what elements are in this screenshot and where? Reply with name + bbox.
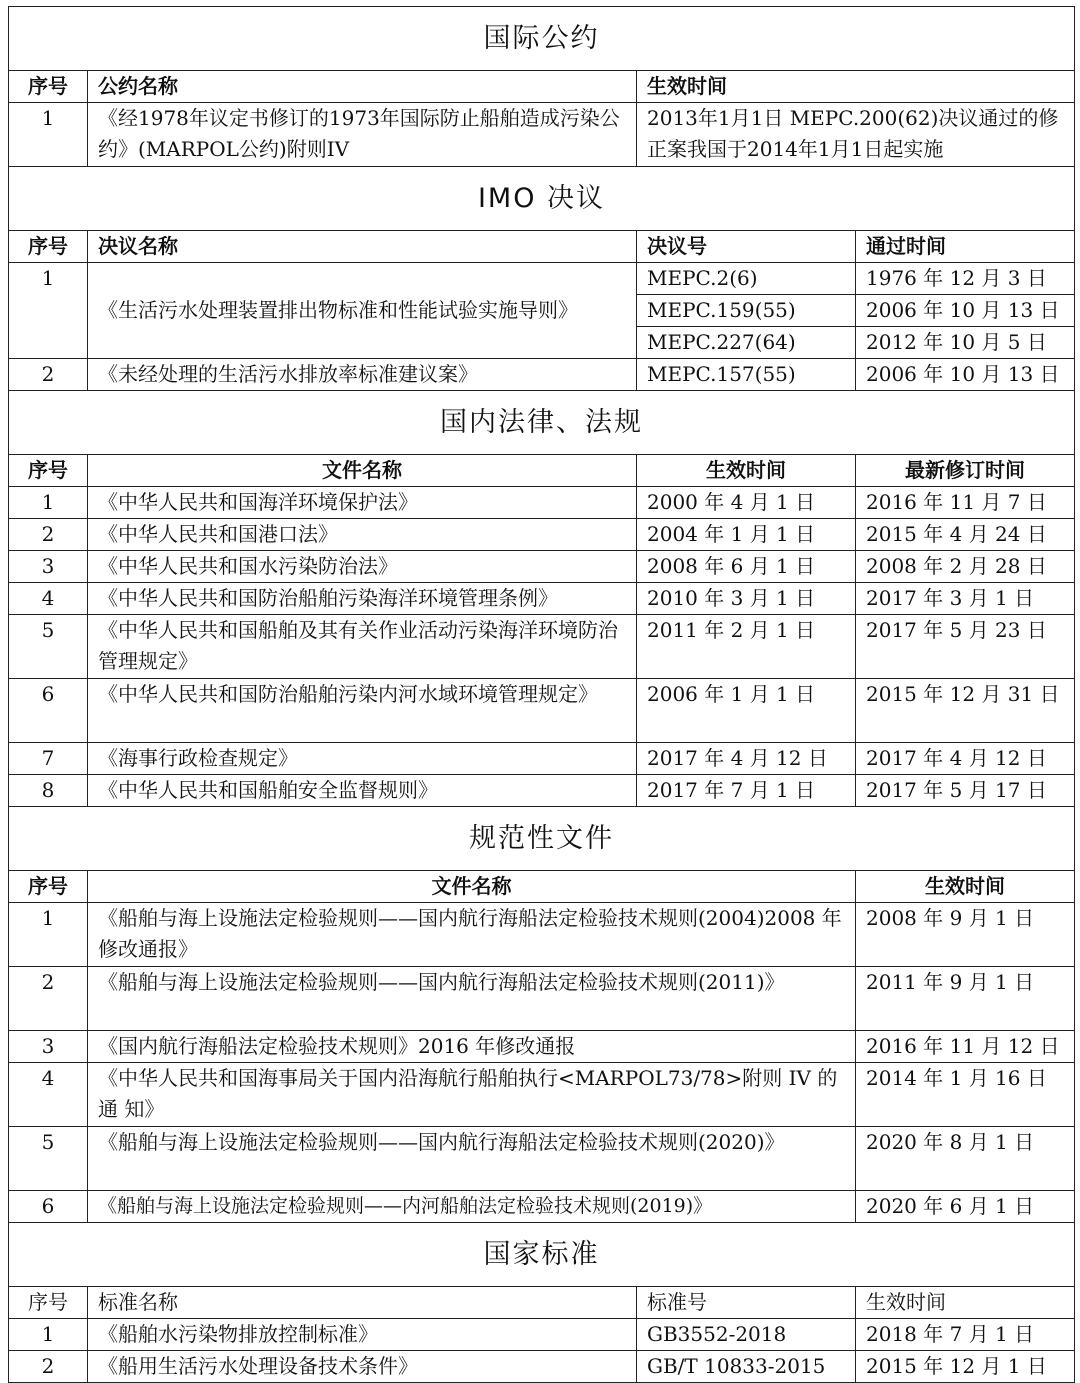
table-row xyxy=(9,1191,1075,1223)
adopted-date: 1976 年 12 月 3 日 xyxy=(856,263,1075,295)
row-number: 2 xyxy=(9,359,88,391)
section-title: 国际公约 xyxy=(9,7,1075,71)
document-name: 《中华人民共和国海洋环境保护法》 xyxy=(88,487,637,519)
document-name: 《经1978年议定书修订的1973年国际防止船舶造成污染公约》(MARPOL公约)附则IV xyxy=(88,103,637,167)
effective-date: 2011 年 9 月 1 日 xyxy=(856,967,1075,1031)
column-header-name: 公约名称 xyxy=(88,71,637,103)
effective-date: 2017 年 4 月 12 日 xyxy=(637,743,856,775)
section-header-normative xyxy=(9,807,1075,871)
column-header-no: 序号 xyxy=(9,231,88,263)
adopted-date: 2006 年 10 月 13 日 xyxy=(856,295,1075,327)
document-name: 《中华人民共和国海事局关于国内沿海航行船舶执行<MARPOL73/78>附则 IV 的通 知》 xyxy=(88,1063,856,1127)
column-header-no: 序号 xyxy=(9,871,88,903)
resolution-number: MEPC.159(55) xyxy=(637,295,856,327)
row-number: 5 xyxy=(9,1127,88,1191)
table-row xyxy=(9,519,1075,551)
effective-date: 2006 年 1 月 1 日 xyxy=(637,679,856,743)
section-title: IMO 决议 xyxy=(9,167,1075,231)
table-row xyxy=(9,1031,1075,1063)
table-row xyxy=(9,903,1075,967)
effective-date: 2014 年 1 月 16 日 xyxy=(856,1063,1075,1127)
table-row xyxy=(9,551,1075,583)
column-header-name: 标准名称 xyxy=(88,1287,637,1319)
section-header-imo xyxy=(9,167,1075,231)
table-row xyxy=(9,775,1075,807)
standard-number: GB3552-2018 xyxy=(637,1319,856,1351)
document-name: 《中华人民共和国船舶及其有关作业活动污染海洋环境防治管理规定》 xyxy=(88,615,637,679)
row-number: 6 xyxy=(9,1191,88,1223)
column-header-standard: 标准号 xyxy=(637,1287,856,1319)
column-header-effective: 生效时间 xyxy=(637,455,856,487)
table-header-row xyxy=(9,71,1075,103)
row-number: 1 xyxy=(9,487,88,519)
document-name: 《国内航行海船法定检验技术规则》2016 年修改通报 xyxy=(88,1031,856,1063)
row-number: 2 xyxy=(9,519,88,551)
resolution-number: MEPC.157(55) xyxy=(637,359,856,391)
revised-date: 2017 年 3 月 1 日 xyxy=(856,583,1075,615)
effective-date: 2010 年 3 月 1 日 xyxy=(637,583,856,615)
row-number: 3 xyxy=(9,1031,88,1063)
effective-date: 2018 年 7 月 1 日 xyxy=(856,1319,1075,1351)
table-row xyxy=(9,1063,1075,1127)
table-header-row xyxy=(9,871,1075,903)
row-number: 6 xyxy=(9,679,88,743)
table-row xyxy=(9,583,1075,615)
row-number: 2 xyxy=(9,967,88,1031)
document-name: 《生活污水处理装置排出物标准和性能试验实施导则》 xyxy=(88,263,637,359)
document-name: 《中华人民共和国水污染防治法》 xyxy=(88,551,637,583)
table-header-row xyxy=(9,455,1075,487)
effective-date: 2008 年 6 月 1 日 xyxy=(637,551,856,583)
table-row xyxy=(9,359,1075,391)
document-name: 《中华人民共和国船舶安全监督规则》 xyxy=(88,775,637,807)
document-name: 《中华人民共和国港口法》 xyxy=(88,519,637,551)
effective-date: 2011 年 2 月 1 日 xyxy=(637,615,856,679)
column-header-no: 序号 xyxy=(9,455,88,487)
section-title: 国家标准 xyxy=(9,1223,1075,1287)
effective-date: 2000 年 4 月 1 日 xyxy=(637,487,856,519)
adopted-date: 2012 年 10 月 5 日 xyxy=(856,327,1075,359)
row-number: 1 xyxy=(9,263,88,359)
row-number: 3 xyxy=(9,551,88,583)
section-header-standards xyxy=(9,1223,1075,1287)
row-number: 4 xyxy=(9,583,88,615)
column-header-name: 决议名称 xyxy=(88,231,637,263)
column-header-effective: 生效时间 xyxy=(637,71,1075,103)
column-header-no: 序号 xyxy=(9,1287,88,1319)
table-row xyxy=(9,103,1075,167)
effective-date: 2013年1月1日 MEPC.200(62)决议通过的修正案我国于2014年1月1日起实施 xyxy=(637,103,1075,167)
document-name: 《中华人民共和国防治船舶污染海洋环境管理条例》 xyxy=(88,583,637,615)
effective-date: 2020 年 8 月 1 日 xyxy=(856,1127,1075,1191)
document-name: 《船舶与海上设施法定检验规则——国内航行海船法定检验技术规则(2004)2008 年修改通报》 xyxy=(88,903,856,967)
revised-date: 2015 年 4 月 24 日 xyxy=(856,519,1075,551)
regulations-table xyxy=(8,6,1075,1383)
column-header-effective: 生效时间 xyxy=(856,871,1075,903)
standard-number: GB/T 10833-2015 xyxy=(637,1351,856,1383)
row-number: 1 xyxy=(9,903,88,967)
column-header-name: 文件名称 xyxy=(88,455,637,487)
adopted-date: 2006 年 10 月 13 日 xyxy=(856,359,1075,391)
row-number: 5 xyxy=(9,615,88,679)
document-name: 《船舶与海上设施法定检验规则——内河船舶法定检验技术规则(2019)》 xyxy=(88,1191,856,1223)
table-row xyxy=(9,487,1075,519)
table-header-row xyxy=(9,1287,1075,1319)
row-number: 7 xyxy=(9,743,88,775)
table-row xyxy=(9,1351,1075,1383)
table-header-row xyxy=(9,231,1075,263)
table-row xyxy=(9,743,1075,775)
table-row xyxy=(9,1319,1075,1351)
effective-date: 2017 年 7 月 1 日 xyxy=(637,775,856,807)
document-name: 《海事行政检查规定》 xyxy=(88,743,637,775)
section-header-laws xyxy=(9,391,1075,455)
column-header-adopted: 通过时间 xyxy=(856,231,1075,263)
row-number: 4 xyxy=(9,1063,88,1127)
section-title: 国内法律、法规 xyxy=(9,391,1075,455)
row-number: 1 xyxy=(9,1319,88,1351)
document-name: 《未经处理的生活污水排放率标准建议案》 xyxy=(88,359,637,391)
column-header-no: 序号 xyxy=(9,71,88,103)
document-name: 《中华人民共和国防治船舶污染内河水域环境管理规定》 xyxy=(88,679,637,743)
resolution-number: MEPC.2(6) xyxy=(637,263,856,295)
revised-date: 2017 年 5 月 23 日 xyxy=(856,615,1075,679)
effective-date: 2016 年 11 月 12 日 xyxy=(856,1031,1075,1063)
effective-date: 2020 年 6 月 1 日 xyxy=(856,1191,1075,1223)
effective-date: 2008 年 9 月 1 日 xyxy=(856,903,1075,967)
row-number: 1 xyxy=(9,103,88,167)
section-title: 规范性文件 xyxy=(9,807,1075,871)
document-name: 《船舶与海上设施法定检验规则——国内航行海船法定检验技术规则(2020)》 xyxy=(88,1127,856,1191)
effective-date: 2015 年 12 月 1 日 xyxy=(856,1351,1075,1383)
section-header-conventions xyxy=(9,7,1075,71)
document-name: 《船舶水污染物排放控制标准》 xyxy=(88,1319,637,1351)
table-row xyxy=(9,1127,1075,1191)
row-number: 8 xyxy=(9,775,88,807)
row-number: 2 xyxy=(9,1351,88,1383)
column-header-effective: 生效时间 xyxy=(856,1287,1075,1319)
revised-date: 2017 年 5 月 17 日 xyxy=(856,775,1075,807)
resolution-number: MEPC.227(64) xyxy=(637,327,856,359)
table-row xyxy=(9,263,1075,295)
revised-date: 2015 年 12 月 31 日 xyxy=(856,679,1075,743)
revised-date: 2016 年 11 月 7 日 xyxy=(856,487,1075,519)
revised-date: 2017 年 4 月 12 日 xyxy=(856,743,1075,775)
column-header-revised: 最新修订时间 xyxy=(856,455,1075,487)
table-row xyxy=(9,615,1075,679)
table-row xyxy=(9,967,1075,1031)
column-header-resolution: 决议号 xyxy=(637,231,856,263)
effective-date: 2004 年 1 月 1 日 xyxy=(637,519,856,551)
document-name: 《船舶与海上设施法定检验规则——国内航行海船法定检验技术规则(2011)》 xyxy=(88,967,856,1031)
document-name: 《船用生活污水处理设备技术条件》 xyxy=(88,1351,637,1383)
table-row xyxy=(9,679,1075,743)
revised-date: 2008 年 2 月 28 日 xyxy=(856,551,1075,583)
column-header-name: 文件名称 xyxy=(88,871,856,903)
